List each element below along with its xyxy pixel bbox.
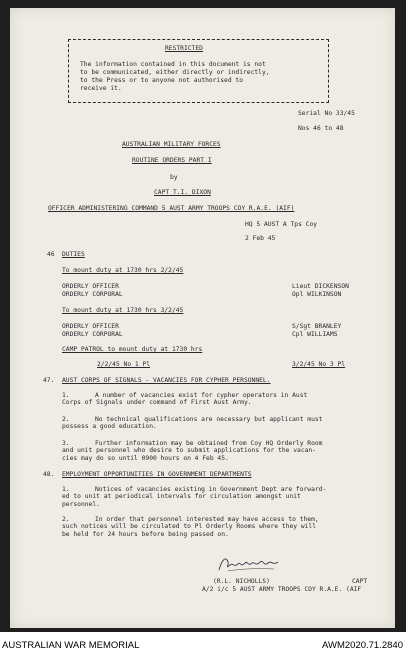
restricted-line-1: The information contained in this document is not (80, 61, 266, 68)
duty-name: S/Sgt BRANLEY (292, 323, 342, 330)
hq-line: HQ 5 AUST A Tps Coy (245, 221, 318, 228)
paragraph-body: Further information may be obtained from Coy HQ Orderly Room and unit personnel who desire to submit applications for the vacan- cies may do so until 0900 hours on 4 Feb 45. (62, 440, 323, 462)
order-47-title: AUST CORPS OF SIGNALS - VACANCIES FOR CYPHER PERSONNEL. (62, 377, 271, 384)
camp-patrol-title: CAMP PATROL to mount duty at 1730 hrs (62, 346, 203, 353)
duty-name: Lieut DICKENSON (292, 283, 349, 290)
paragraph-number: 3. (62, 440, 70, 447)
officer-name: CAPT T.I. DIXON (154, 189, 211, 196)
signatory-rank: CAPT (352, 578, 368, 585)
paragraph-body: In order that personnel interested may have access to them, such notices will be circulated to Pl Orderly Rooms where they will be held for 24 hours before being passed on. (62, 516, 319, 538)
orders-heading: ROUTINE ORDERS PART I (132, 157, 212, 164)
paragraph-body: A number of vacancies exist for cypher operators in Aust Corps of Signals under command of First Aust Army. (62, 392, 308, 407)
paragraph-body: No technical qualifications are necessary but applicant must possess a good education. (62, 416, 323, 431)
document-page (10, 8, 395, 628)
footer-institution: AUSTRALIAN WAR MEMORIAL (2, 640, 140, 651)
paragraph-number: 1. (62, 486, 70, 493)
order-46-number: 46 (47, 251, 55, 258)
footer-accession-number: AWM2020.71.2840 (322, 640, 403, 651)
order-46-title: DUTIES (62, 251, 85, 258)
duty-block-1-title: To mount duty at 1730 hrs 2/2/45 (62, 267, 184, 274)
paragraph-text (62, 440, 322, 462)
paragraph-number: 2. (62, 416, 70, 423)
camp-patrol-right: 3/2/45 No 3 Pl (292, 361, 346, 368)
restricted-line-3: to the Press or to anyone not authorised to (80, 77, 244, 84)
camp-patrol-left: 2/2/45 No 1 Pl (97, 361, 151, 368)
restricted-line-2: to be communicated, either directly or indirectly, (80, 69, 270, 76)
restricted-line-4: receive it. (80, 85, 122, 92)
duty-role: ORDERLY OFFICER (62, 323, 119, 330)
command-line: OFFICER ADMINISTERING COMMAND 5 AUST ARMY TROOPS COY R.A.E. (AIF) (48, 205, 295, 212)
handwritten-signature (216, 553, 282, 575)
order-48-number: 48. (43, 471, 55, 478)
duty-block-2-title: To mount duty at 1730 hrs 3/2/45 (62, 307, 184, 314)
date-line: 2 Feb 45 (245, 235, 276, 242)
duty-role: ORDERLY CORPORAL (62, 331, 123, 338)
paragraph-text (62, 516, 319, 538)
by-line: by (170, 174, 178, 181)
signatory-name: (R.L. NICHOLLS) (213, 578, 270, 585)
paragraph-number: 1. (62, 392, 70, 399)
paragraph-number: 2. (62, 516, 70, 523)
paragraph-text (62, 416, 322, 431)
duty-role: ORDERLY CORPORAL (62, 291, 123, 298)
restricted-title: RESTRICTED (165, 45, 203, 52)
signatory-appointment: A/2 i/c 5 AUST ARMY TROOPS COY R.A.E. (AIF (202, 586, 362, 593)
force-heading: AUSTRALIAN MILITARY FORCES (122, 141, 221, 148)
serial-number: Serial No 33/45 (298, 110, 355, 117)
order-numbers: Nos 46 to 48 (298, 125, 344, 132)
duty-name: Opl WILKINSON (292, 291, 342, 298)
archive-footer (0, 632, 406, 653)
order-48-title: EMPLOYMENT OPPORTUNITIES IN GOVERNMENT DEPARTMENTS (62, 471, 252, 478)
duty-name: Cpl WILLIAMS (292, 331, 338, 338)
paragraph-body: Notices of vacancies existing in Government Dept are forward- ed to unit at periodical intervals for circulation amongst unit personnel. (62, 486, 327, 508)
paragraph-text (62, 486, 326, 508)
paragraph-text (62, 392, 307, 407)
order-47-number: 47. (43, 377, 55, 384)
duty-role: ORDERLY OFFICER (62, 283, 119, 290)
